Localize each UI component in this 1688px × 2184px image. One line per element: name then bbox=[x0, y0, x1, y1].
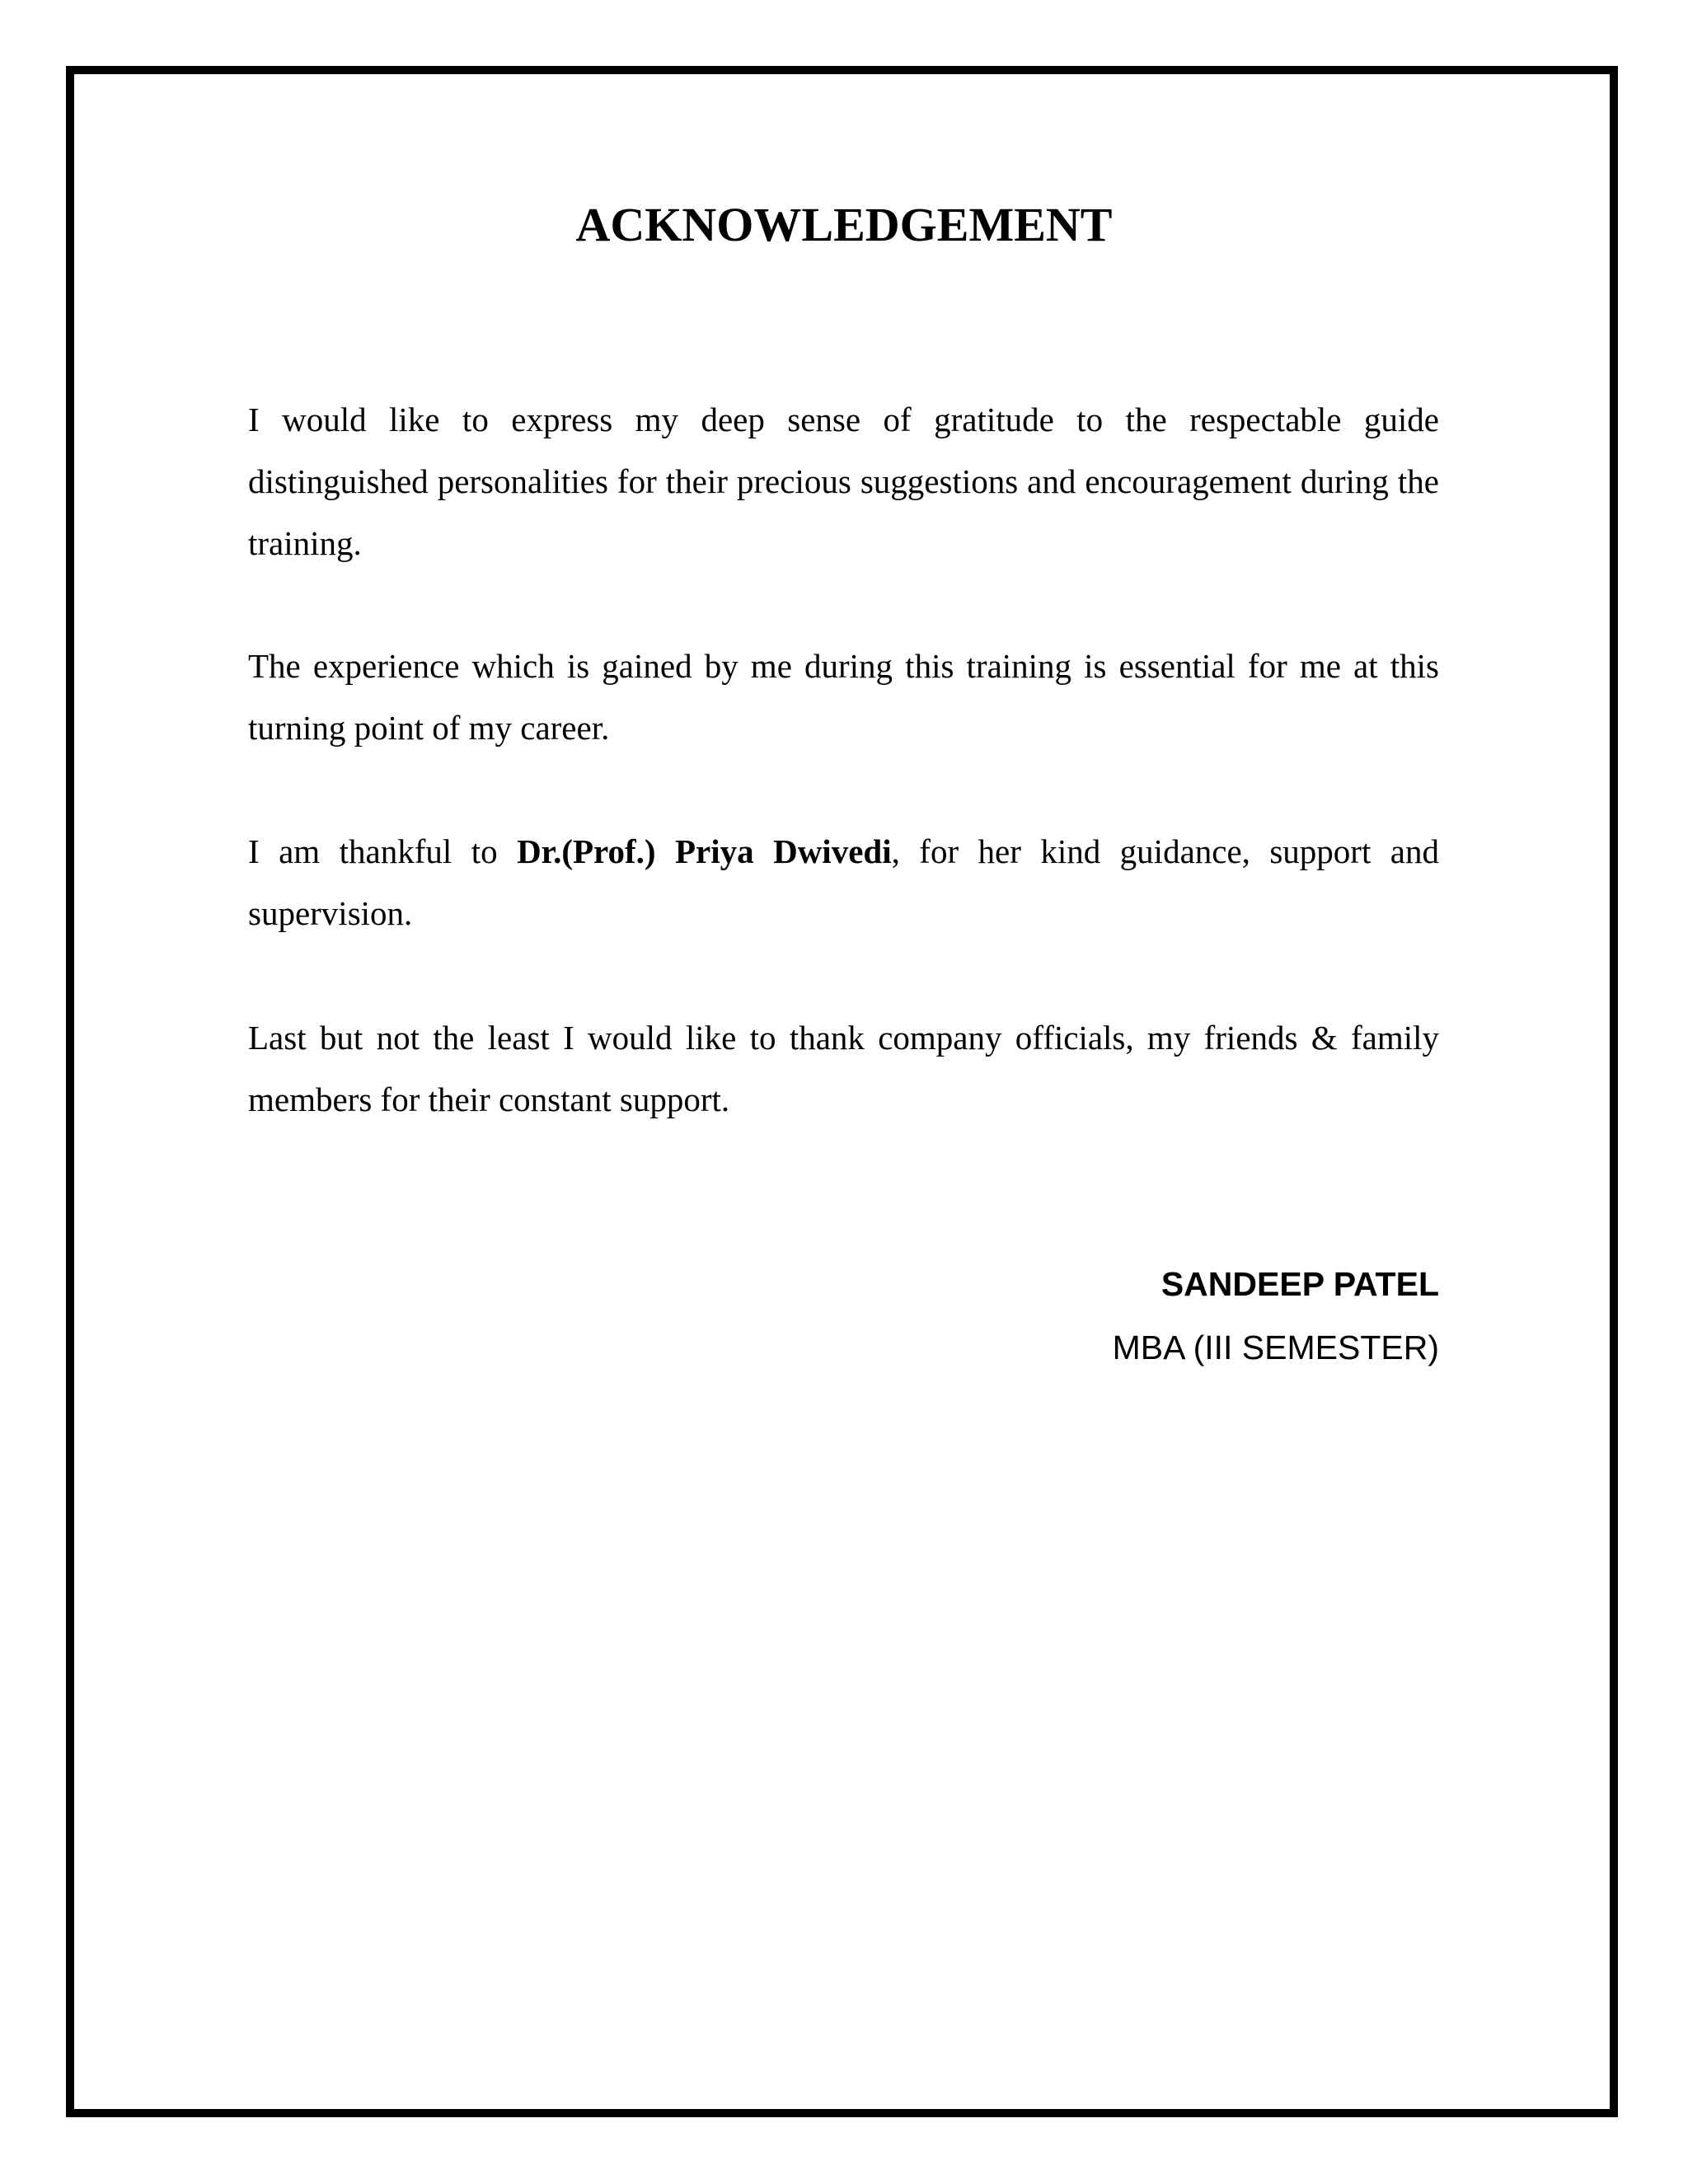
paragraph-gratitude: I would like to express my deep sense of gratitude to the respectable guide distinguished personalities for their precious suggestions and encouragement during the training. bbox=[248, 401, 1439, 562]
paragraph-thanks-guide bbox=[248, 821, 1439, 944]
thanks-text-before: I am thankful to bbox=[248, 832, 518, 870]
signature-course: MBA (III SEMESTER) bbox=[1112, 1329, 1439, 1366]
signature-name: SANDEEP PATEL bbox=[1160, 1265, 1439, 1303]
paragraph-closing: Last but not the least I would like to thank company officials, my friends & family members for their constant support. bbox=[248, 1019, 1439, 1118]
paragraph-experience: The experience which is gained by me during this training is essential for me at this turning point of my career. bbox=[248, 647, 1439, 747]
page-title: ACKNOWLEDGEMENT bbox=[575, 198, 1113, 251]
thanks-text-after: , for her kind guidance, support and supervision. bbox=[248, 832, 1439, 932]
guide-name: Dr.(Prof.) Priya Dwivedi bbox=[517, 832, 892, 870]
